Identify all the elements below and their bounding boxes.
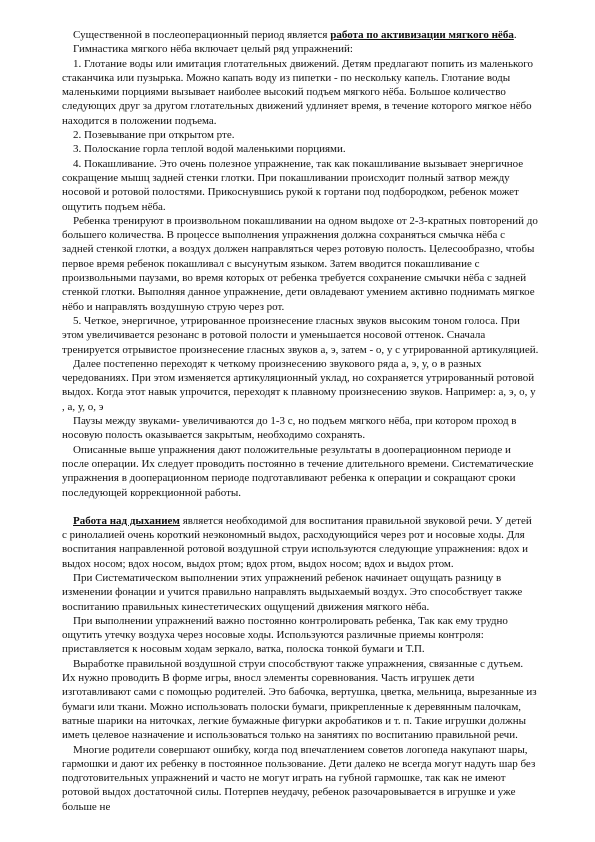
exercise-item: 3. Полоскание горла теплой водой маленькими порциями. (73, 143, 346, 156)
text-run: является необходимой для воспитания правильной звуковой речи. У детей с ринолалией очень короткий неэкономный выдох, расходующийся через рот и носовые ходы. Для воспитания направленной ротовой воздушной струи используются следующие упражнения: вдох и выдох носом; вдох носом, выдох ртом; вдох ртом, выдох носом; вдох и выдох ртом. (62, 514, 532, 570)
paragraph: Многие родители совершают ошибку, когда под впечатлением советов логопеда накупают шары, гармошки и дают их ребенку в постоянное пользование. Дети далеко не всегда могут надуть шар без подготовительных упражнений и часто не могут играть на губной гармошке, так как не имеют ротовой выдох достаточной силы. Потерпев неудачу, ребенок разочаровывается в игрушке и уже больше не (62, 743, 536, 813)
paragraph-intro (62, 28, 539, 42)
spacer (62, 500, 539, 514)
paragraph: Выработке правильной воздушной струи способствуют также упражнения, связанные с дутьем. Их нужно проводить В форме игры, вносл элементы соревнования. Часть игрушек дети изготавливают сами с помощью родителей. Это бабочка, вертушка, цветка, мельница, вырезанные из бумаги или ткани. Можно использовать полоски бумаги, прикрепленные к деревянным палочкам, ватные шарики на ниточках, легкие бумажные фигурки акробатиков и т. п. Такие игрушки должны иметь целевое назначение и использоваться только на занятиях по воспитанию правильной речи. (62, 657, 537, 742)
paragraph: Паузы между звуками- увеличиваются до 1-3 с, но подъем мягкого нёба, при котором проход в носовую полость оказывается закрытым, необходимо сохранять. (62, 415, 517, 442)
underlined-heading: работа по активизации мягкого нёба (330, 29, 514, 41)
paragraph: При Систематическом выполнении этих упражнений ребенок начинает ощущать разницу в изменении фонации и учится правильно направлять выдыхаемый воздух. Это способствует также воспитанию правильных кинестетических ощущений движения мягкого нёба. (62, 571, 523, 613)
paragraph: При выполнении упражнений важно постоянно контролировать ребенка, Так как ему трудно ощутить утечку воздуха через носовые ходы. Используются различные приемы контроля: приставляется к носовым ходам зеркало, ватка, полоска тонкой бумаги и Т.П. (62, 614, 508, 656)
exercise-item: 5. Четкое, энергичное, утрированное произнесение гласных звуков высоким тоном голоса. При этом увеличивается резонанс в ротовой полости и уменьшается носовой оттенок. Сначала тренируется отрывистое произнесение гласных звуков а, э, затем - о, у с утрированной артикуляцией. (62, 314, 539, 356)
paragraph-breathing (62, 514, 539, 571)
paragraph: Гимнастика мягкого нёба включает целый ряд упражнений: (73, 43, 353, 56)
paragraph: Ребенка тренируют в произвольном покашливании на одном выдохе от 2-3-кратных повторений до большего количества. В процессе выполнения упражнения должна сохраняться смычка нёба с задней стенкой глотки, а воздух должен направляться через ротовую полость. Целесообразно, чтобы первое время ребенок покашливал с высунутым языком. Затем вводится покашливание с произвольными паузами, во время которых от ребенка требуется сохранение смычки нёба с задней стенкой глотки. Выполняя данное упражнение, дети овладевают умением активно поднимать мягкое нёбо и направлять воздушную струю через рот. (62, 214, 538, 313)
exercise-item: 1. Глотание воды или имитация глотательных движений. Детям предлагают попить из маленького стаканчика или пузырька. Можно капать воду из пипетки - по нескольку капель. Глотание воды маленькими порциями вызывает наиболее высокий подъем мягкого нёба. Большое количество следующих друг за другом глотательных движений удлиняет время, в течение которого мягкое нёбо находится в положении подъема. (62, 57, 533, 127)
exercise-item: 4. Покашливание. Это очень полезное упражнение, так как покашливание вызывает энергичное сокращение мышц задней стенки глотки. При покашливании происходит полный затвор между носовой и ротовой полостями. Прикоснувшись рукой к гортани под подбородком, ребенок может ощутить подъем нёба. (62, 157, 524, 213)
underlined-heading: Работа над дыханием (73, 514, 180, 527)
paragraph: Описанные выше упражнения дают положительные результаты в дооперационном периоде и после операции. Их следует проводить постоянно в течение длительного времени. Систематические упражнения в дооперационном периоде подготавливают ребенка к операции и сокращают сроки последующей коррекционной работы. (62, 443, 534, 499)
text-run: . (513, 29, 517, 41)
exercise-item: 2. Позевывание при открытом рте. (73, 129, 235, 142)
paragraph: Далее постепенно переходят к четкому произнесению звукового ряда а, э, у, о в разных чередованиях. При этом изменяется артикуляционный уклад, но сохраняется утрированный ротовой выдох. Когда этот навык упрочится, переходят к плавному произнесению звуков. Например: а, э, о, у , а, у, о, э (62, 357, 536, 413)
text-run: Существенной в послеоперационный период является (73, 29, 331, 41)
